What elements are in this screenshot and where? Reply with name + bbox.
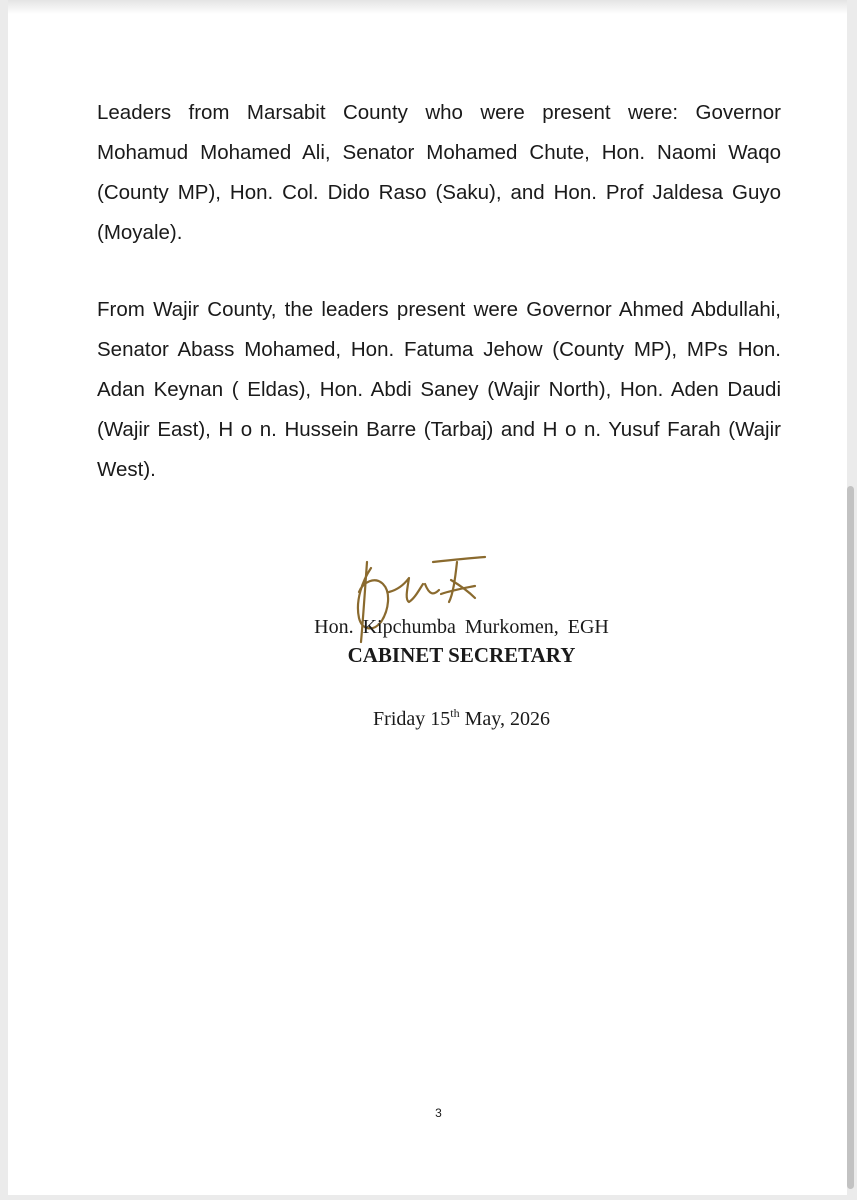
paragraph-marsabit-leaders: Leaders from Marsabit County who were present were: Governor Mohamud Mohamed Ali, Senator Mohamed Chute, Hon. Naomi Waqo (County MP), Hon. Col. Dido Raso (Saku), and Hon. Prof Jaldesa Guyo (Moyale). — [97, 101, 781, 244]
document-page — [8, 0, 847, 1195]
date-month-year: May, 2026 — [459, 708, 550, 730]
page-number: 3 — [435, 1106, 442, 1120]
date-ordinal-suffix: th — [450, 706, 460, 720]
document-date — [42, 708, 847, 731]
date-weekday-day: Friday 15 — [373, 708, 451, 730]
page-top-edge — [8, 0, 847, 14]
signatory-title: CABINET SECRETARY — [347, 643, 576, 667]
signatory-name: Hon. Kipchumba Murkomen, EGH — [314, 616, 609, 638]
vertical-scrollbar[interactable] — [847, 486, 854, 1189]
paragraph-wajir-leaders: From Wajir County, the leaders present were Governor Ahmed Abdullahi, Senator Abass Mohamed, Hon. Fatuma Jehow (County MP), MPs Hon. Adan Keynan ( Eldas), Hon. Abdi Saney (Wajir North), Hon. Aden Daudi (Wajir East), H o n. Hussein Barre (Tarbaj) and H o n. Yusuf Farah (Wajir West). — [97, 298, 781, 481]
